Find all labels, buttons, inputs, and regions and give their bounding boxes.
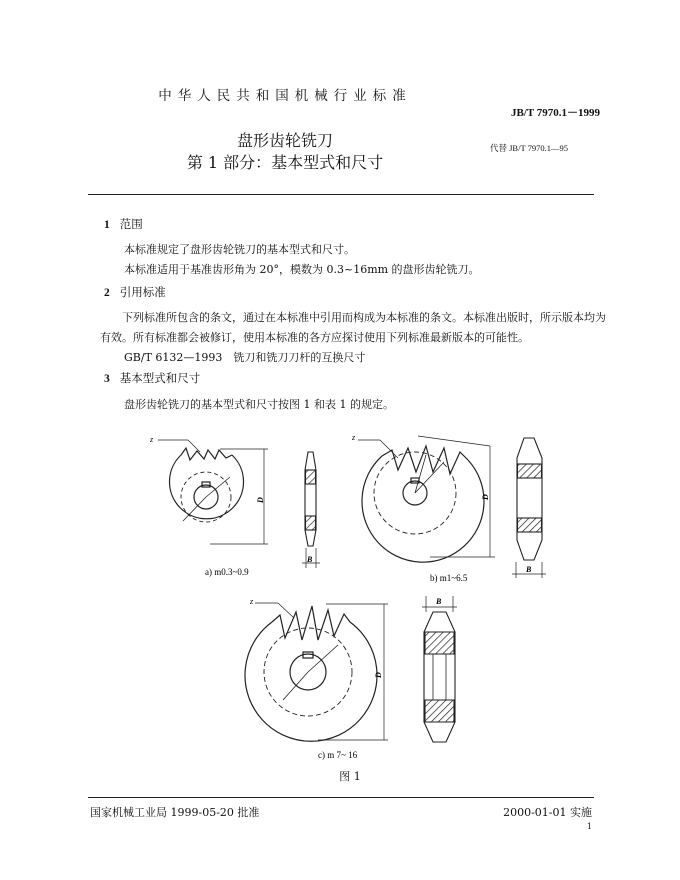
- issuing-organization: 中华人民共和国机械行业标准: [158, 88, 412, 104]
- section-3-para-1: 盘形齿轮铣刀的基本型式和尺寸按图 1 和表 1 的规定。: [124, 398, 394, 411]
- page-number: 1: [586, 822, 592, 831]
- document-title: 盘形齿轮铣刀: [236, 131, 333, 150]
- label-z-a: z: [150, 435, 154, 444]
- section-1-para-2: 本标准适用于基准齿形角为 20°，模数为 0.3~16mm 的盘形齿轮铣刀。: [124, 263, 480, 276]
- footer-issuer: 国家机械工业局 1999-05-20 批准: [90, 806, 260, 819]
- section-2-reference: GB/T 6132—1993 铣刀和铣刀刀杆的互换尺寸: [124, 351, 366, 364]
- document-subtitle: 第 1 部分：基本型式和尺寸: [186, 153, 384, 172]
- footer-rule: [88, 797, 594, 798]
- cutter-c-side-view: [422, 596, 457, 742]
- cutter-b-side-view: [512, 438, 546, 578]
- replaces-note: 代替 JB/T 7970.1—95: [490, 143, 569, 153]
- label-d-a: D: [256, 497, 265, 503]
- label-b-c: B: [436, 597, 442, 606]
- footer-implementation-date: 2000-01-01 实施: [503, 806, 592, 819]
- label-b-a: B: [307, 555, 313, 564]
- caption-a: a) m0.3~0.9: [205, 567, 249, 577]
- label-z-c: z: [250, 597, 254, 606]
- caption-b: b) m1~6.5: [430, 573, 468, 583]
- section-3-heading: 3 基本型式和尺寸: [104, 371, 201, 385]
- label-b-b: B: [526, 565, 532, 574]
- label-d-c: D: [374, 672, 383, 678]
- section-1-para-1: 本标准规定了盘形齿轮铣刀的基本型式和尺寸。: [124, 243, 355, 256]
- section-2-heading: 2 引用标准: [104, 285, 166, 299]
- cutter-b-front-view: [358, 436, 495, 562]
- figure-caption: 图 1: [339, 770, 361, 783]
- cutter-c-front-view: [245, 603, 388, 741]
- label-d-b: D: [481, 494, 490, 500]
- cutter-a-side-view: [302, 452, 320, 568]
- caption-c: c) m 7~ 16: [318, 750, 358, 760]
- standard-number: JB/T 7970.1－1999: [510, 107, 600, 119]
- cutter-a-front-view: [158, 440, 268, 544]
- section-2-para-1: 下列标准所包含的条文，通过在本标准中引用而构成为本标准的条文。本标准出版时，所示版本均为有效。所有标准都会被修订，使用本标准的各方应探讨使用下列标准最新版本的可能性。: [100, 311, 606, 344]
- label-z-b: z: [352, 433, 356, 442]
- section-1-heading: 1 范围: [104, 217, 143, 231]
